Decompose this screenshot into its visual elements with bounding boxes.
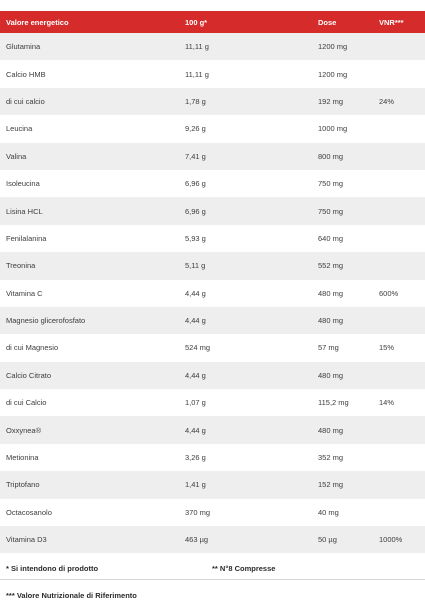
cell-vnr bbox=[373, 252, 425, 279]
cell-nutrient: Treonina bbox=[6, 261, 36, 271]
cell-vnr bbox=[373, 115, 425, 142]
cell-vnr: 15% bbox=[379, 343, 395, 353]
cell-nutrient: Oxxynea® bbox=[6, 425, 42, 435]
cell-dose: 1200 mg bbox=[318, 42, 348, 52]
table-row bbox=[0, 334, 425, 361]
table-body bbox=[0, 33, 425, 553]
cell-nutrient: di cui Calcio bbox=[6, 398, 47, 408]
cell-dose: 1000 mg bbox=[318, 124, 348, 134]
cell-per-100g: 4,44 g bbox=[185, 370, 206, 380]
cell-per-100g: 11,11 g bbox=[185, 42, 209, 52]
cell-dose: 352 mg bbox=[318, 453, 344, 463]
cell-dose: 40 mg bbox=[318, 507, 339, 517]
cell-nutrient: di cui calcio bbox=[6, 96, 45, 106]
cell-vnr bbox=[373, 60, 425, 87]
cell-nutrient: Triptofano bbox=[6, 480, 40, 490]
cell-vnr bbox=[373, 33, 425, 60]
footnote-dose: ** N°8 Compresse bbox=[212, 564, 276, 573]
table-header bbox=[0, 11, 425, 33]
cell-per-100g: 6,96 g bbox=[185, 206, 206, 216]
cell-per-100g: 463 µg bbox=[185, 535, 209, 545]
header-nutrient: Valore energetico bbox=[6, 17, 69, 27]
cell-per-100g: 5,11 g bbox=[185, 261, 206, 271]
cell-per-100g: 4,44 g bbox=[185, 288, 206, 298]
cell-per-100g: 1,78 g bbox=[185, 96, 206, 106]
table-row bbox=[0, 416, 425, 443]
cell-per-100g: 4,44 g bbox=[185, 316, 206, 326]
cell-vnr bbox=[373, 307, 425, 334]
footnote-divider bbox=[0, 579, 425, 580]
table-row bbox=[0, 33, 425, 60]
cell-vnr bbox=[373, 143, 425, 170]
table-row bbox=[0, 60, 425, 87]
cell-per-100g: 7,41 g bbox=[185, 151, 206, 161]
table-row bbox=[0, 143, 425, 170]
cell-per-100g: 1,41 g bbox=[185, 480, 206, 490]
cell-vnr: 24% bbox=[379, 96, 395, 106]
table-row bbox=[0, 307, 425, 334]
header-per-100g: 100 g* bbox=[185, 17, 208, 27]
cell-nutrient: Isoleucina bbox=[6, 179, 40, 189]
cell-dose: 50 µg bbox=[318, 535, 337, 545]
table-row bbox=[0, 389, 425, 416]
table-row bbox=[0, 362, 425, 389]
cell-vnr bbox=[373, 444, 425, 471]
cell-vnr bbox=[373, 197, 425, 224]
cell-nutrient: Glutamina bbox=[6, 42, 41, 52]
table-row bbox=[0, 280, 425, 307]
table-row bbox=[0, 526, 425, 553]
table-row bbox=[0, 444, 425, 471]
cell-nutrient: Lisina HCL bbox=[6, 206, 43, 216]
cell-dose: 192 mg bbox=[318, 96, 344, 106]
table-row bbox=[0, 197, 425, 224]
header-row bbox=[0, 11, 425, 33]
cell-dose: 750 mg bbox=[318, 206, 344, 216]
table-row bbox=[0, 115, 425, 142]
cell-dose: 640 mg bbox=[318, 233, 344, 243]
cell-vnr bbox=[373, 499, 425, 526]
cell-dose: 750 mg bbox=[318, 179, 344, 189]
cell-vnr: 1000% bbox=[379, 535, 403, 545]
cell-nutrient: Valina bbox=[6, 151, 27, 161]
cell-dose: 1200 mg bbox=[318, 69, 348, 79]
cell-dose: 115,2 mg bbox=[318, 398, 349, 408]
cell-per-100g: 5,93 g bbox=[185, 233, 206, 243]
table-row bbox=[0, 471, 425, 498]
cell-nutrient: Calcio HMB bbox=[6, 69, 46, 79]
cell-dose: 152 mg bbox=[318, 480, 344, 490]
footnote-vnr: *** Valore Nutrizionale di Riferimento bbox=[6, 591, 137, 600]
cell-vnr: 600% bbox=[379, 288, 399, 298]
cell-vnr bbox=[373, 471, 425, 498]
cell-nutrient: Fenilalanina bbox=[6, 233, 47, 243]
cell-nutrient: Calcio Citrato bbox=[6, 370, 52, 380]
cell-dose: 480 mg bbox=[318, 288, 344, 298]
cell-dose: 800 mg bbox=[318, 151, 344, 161]
cell-per-100g: 6,96 g bbox=[185, 179, 206, 189]
table-row bbox=[0, 225, 425, 252]
cell-per-100g: 11,11 g bbox=[185, 69, 209, 79]
cell-nutrient: Magnesio glicerofosfato bbox=[6, 316, 86, 326]
cell-dose: 480 mg bbox=[318, 316, 344, 326]
cell-nutrient: Vitamina D3 bbox=[6, 535, 47, 545]
cell-dose: 480 mg bbox=[318, 370, 344, 380]
nutrition-table bbox=[0, 11, 425, 553]
table-row bbox=[0, 252, 425, 279]
cell-nutrient: Octacosanolo bbox=[6, 507, 52, 517]
cell-vnr bbox=[373, 170, 425, 197]
cell-nutrient: Vitamina C bbox=[6, 288, 43, 298]
cell-per-100g: 524 mg bbox=[185, 343, 211, 353]
cell-per-100g: 9,26 g bbox=[185, 124, 206, 134]
cell-nutrient: Leucina bbox=[6, 124, 33, 134]
cell-vnr bbox=[373, 416, 425, 443]
cell-per-100g: 1,07 g bbox=[185, 398, 206, 408]
cell-vnr: 14% bbox=[379, 398, 395, 408]
cell-nutrient: di cui Magnesio bbox=[6, 343, 59, 353]
cell-dose: 57 mg bbox=[318, 343, 339, 353]
cell-per-100g: 4,44 g bbox=[185, 425, 206, 435]
cell-vnr bbox=[373, 362, 425, 389]
cell-per-100g: 370 mg bbox=[185, 507, 211, 517]
cell-per-100g: 3,26 g bbox=[185, 453, 206, 463]
cell-vnr bbox=[373, 225, 425, 252]
header-vnr: VNR*** bbox=[379, 17, 404, 27]
table-row bbox=[0, 170, 425, 197]
cell-nutrient: Metionina bbox=[6, 453, 39, 463]
cell-dose: 552 mg bbox=[318, 261, 344, 271]
header-dose: Dose bbox=[318, 17, 337, 27]
table-row bbox=[0, 499, 425, 526]
footnote-product: * Si intendono di prodotto bbox=[6, 564, 99, 573]
cell-dose: 480 mg bbox=[318, 425, 344, 435]
table-row bbox=[0, 88, 425, 115]
